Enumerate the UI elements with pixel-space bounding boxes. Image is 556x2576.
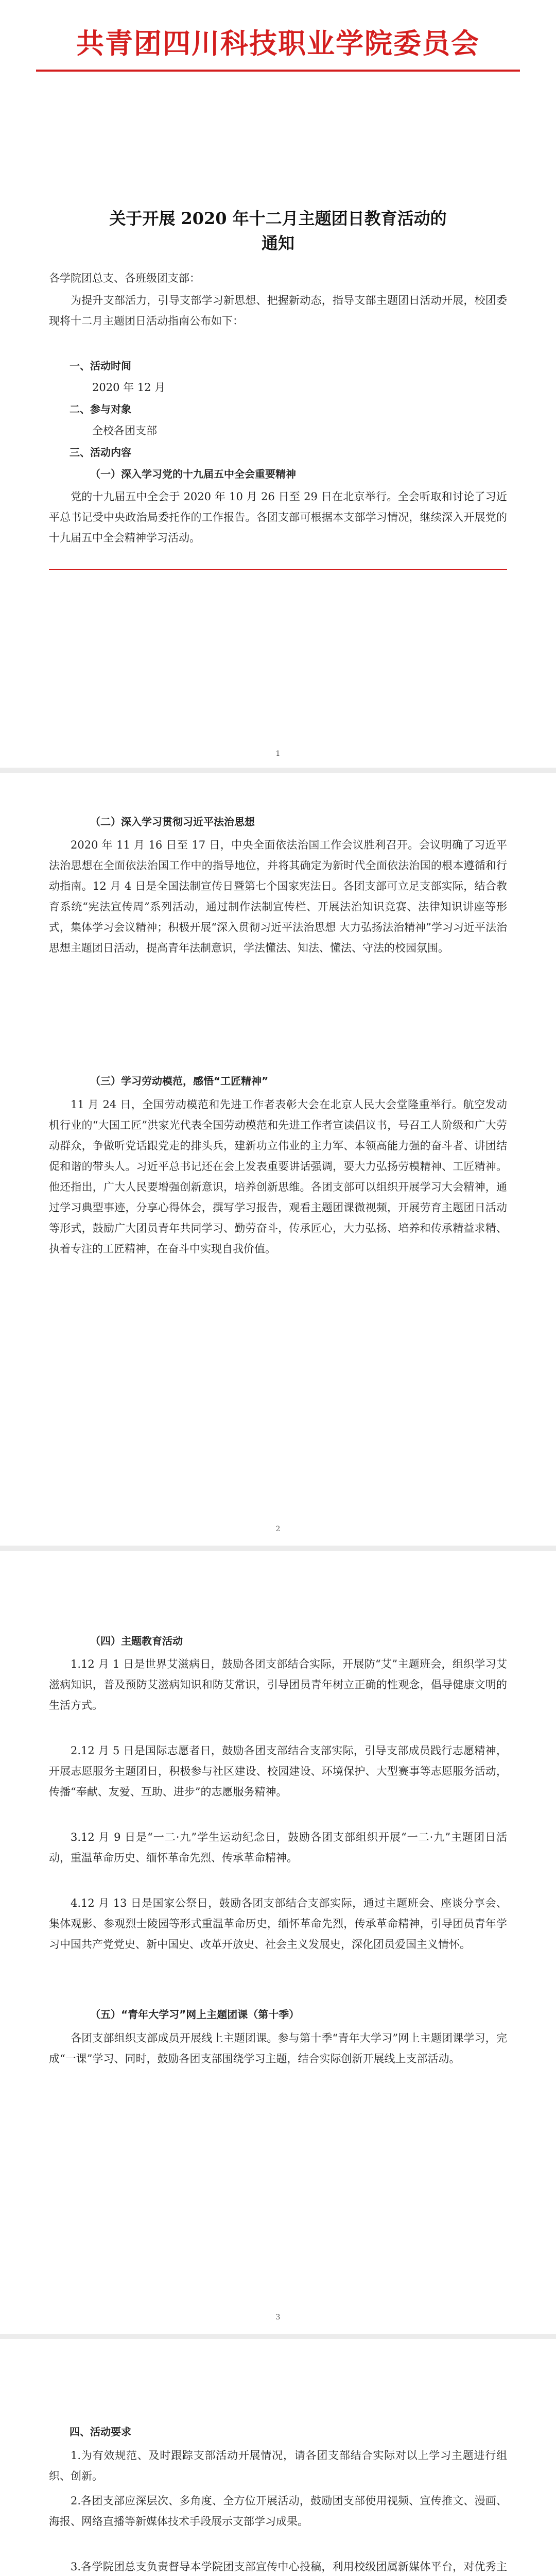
red-separator <box>49 569 507 570</box>
topic-3-text: 11 月 24 日，全国劳动模范和先进工作者表彰大会在北京人民大会堂隆重举行。航空发动机行业的“大国工匠”洪家光代表全国劳动模范和先进工作者宣读倡议书，号召工人阶级和广大劳动群众，争做听党话跟党走的排头兵，建新功立伟业的主力军、本领高能力强的奋斗者、讲团结促和谐的带头人。习近平总书记还在会上发表重要讲话强调，要大力弘扬劳模精神、工匠精神。他还指出，广大人民要增强创新意识，培养创新思维。各团支部可以组织开展学习大会精神，通过学习典型事迹，分享心得体会，撰写学习报告，观看主题团课微视频，开展劳育主题团日活动等形式，鼓励广大团员青年共同学习、勤劳奋斗，传承匠心，大力弘扬、培养和传承精益求精、执着专注的工匠精神，在奋斗中实现自我价值。 <box>49 1098 507 1255</box>
requirement-2: 2.各团支部应深层次、多角度、全方位开展活动，鼓励团支部使用视频、宣传推文、漫画、海报、网络直播等新媒体技术手段展示支部学习成果。 <box>49 2495 507 2528</box>
page-gap <box>0 2334 556 2339</box>
section-participants-heading: 二、参与对象 <box>70 403 131 415</box>
requirement-3: 3.各学院团总支负责督导本学院团支部宣传中心投稿，利用校级团属新媒体平台，对优秀主 <box>71 2561 507 2573</box>
topic-1-text: 党的十九届五中全会于 2020 年 10 月 26 日至 29 日在北京举行。全会听取和讨论了习近平总书记受中央政治局委托作的工作报告。各团支部可根据本支部学习情况，继续深入开展党的十九届五中全会精神学习活动。 <box>49 490 507 544</box>
page-number: 2 <box>275 1525 281 1533</box>
topic-4-heading: （四）主题教育活动 <box>90 1635 183 1647</box>
page-number: 3 <box>275 2313 281 2321</box>
topic-5-text: 各团支部组织支部成员开展线上主题团课。参与第十季“青年大学习”网上主题团课学习，完成“一课”学习、同时，鼓励各团支部围绕学习主题，结合实际创新开展线上支部活动。 <box>49 2032 507 2065</box>
title-line-1: 关于开展 2020 年十二月主题团日教育活动的 <box>109 209 447 228</box>
intro-paragraph: 为提升支部活力，引导支部学习新思想、把握新动态，指导支部主题团日活动开展，校团委现将十二月主题团日活动指南公布如下： <box>49 294 507 327</box>
topic-5-heading: （五）“青年大学习”网上主题团课（第十季） <box>90 2008 300 2021</box>
salutation: 各学院团总支、各班级团支部： <box>49 272 200 284</box>
section-requirements-heading: 四、活动要求 <box>70 2426 131 2438</box>
topic-4-item-4: 4.12 月 13 日是国家公祭日，鼓励各团支部结合支部实际，通过主题班会、座谈分享会、集体观影、参观烈士陵园等形式重温革命历史，缅怀革命先烈，传承革命精神，引导团员青年学习中国共产党党史、新中国史、改革开放史、社会主义发展史，深化团员爱国主义情怀。 <box>49 1897 507 1951</box>
page-gap <box>0 768 556 773</box>
topic-4-item-2: 2.12 月 5 日是国际志愿者日，鼓励各团支部结合支部实际，引导支部成员践行志愿精神，开展志愿服务主题团日，积极参与社区建设、校园建设、环境保护、大型赛事等志愿服务活动，传播“奉献、友爱、互助、进步”的志愿服务精神。 <box>49 1744 507 1798</box>
section-participants-text: 全校各团支部 <box>92 425 157 437</box>
page-gap <box>0 1546 556 1551</box>
topic-4-item-3: 3.12 月 9 日是“一二·九”学生运动纪念日，鼓励各团支部组织开展“一二·九”主题团日活动，重温革命历史、缅怀革命先烈、传承革命精神。 <box>49 1831 507 1864</box>
page-number: 1 <box>275 750 281 758</box>
requirement-1: 1.为有效规范、及时跟踪支部活动开展情况，请各团支部结合实际对以上学习主题进行组织、创新。 <box>49 2449 507 2482</box>
document-title <box>72 206 484 256</box>
section-time-heading: 一、活动时间 <box>70 360 131 372</box>
topic-3-heading: （三）学习劳动模范，感悟“工匠精神” <box>90 1075 269 1087</box>
topic-4-item-1: 1.12 月 1 日是世界艾滋病日，鼓励各团支部结合实际，开展防“艾”主题班会，组织学习艾滋病知识，普及预防艾滋病知识和防艾常识，引导团员青年树立正确的性观念，倡导健康文明的生活方式。 <box>49 1658 507 1711</box>
topic-2-text: 2020 年 11 月 16 日至 17 日，中央全面依法治国工作会议胜利召开。会议明确了习近平法治思想在全面依法治国工作中的指导地位，并将其确定为新时代全面依法治国的根本遵循和行动指南。12 月 4 日是全国法制宣传日暨第七个国家宪法日。各团支部可立足支部实际，结合教育系统“宪法宣传周”系列活动，通过制作法制宣传栏、开展法治知识竞赛、法律知识讲座等形式，集体学习会议精神；积极开展“深入贯彻习近平法治思想 大力弘扬法治精神”学习习近平法治思想主题团日活动，提高青年法制意识，学法懂法、知法、懂法、守法的校园氛围。 <box>49 839 507 954</box>
section-content-heading: 三、活动内容 <box>70 446 131 459</box>
topic-2-heading: （二）深入学习贯彻习近平法治思想 <box>90 816 255 828</box>
org-letterhead: 共青团四川科技职业学院委员会 <box>76 27 480 60</box>
topic-1-heading: （一）深入学习党的十九届五中全会重要精神 <box>90 468 296 480</box>
section-time-text: 2020 年 12 月 <box>92 381 166 394</box>
letterhead-rule <box>36 70 520 72</box>
title-line-2: 通知 <box>261 233 294 253</box>
